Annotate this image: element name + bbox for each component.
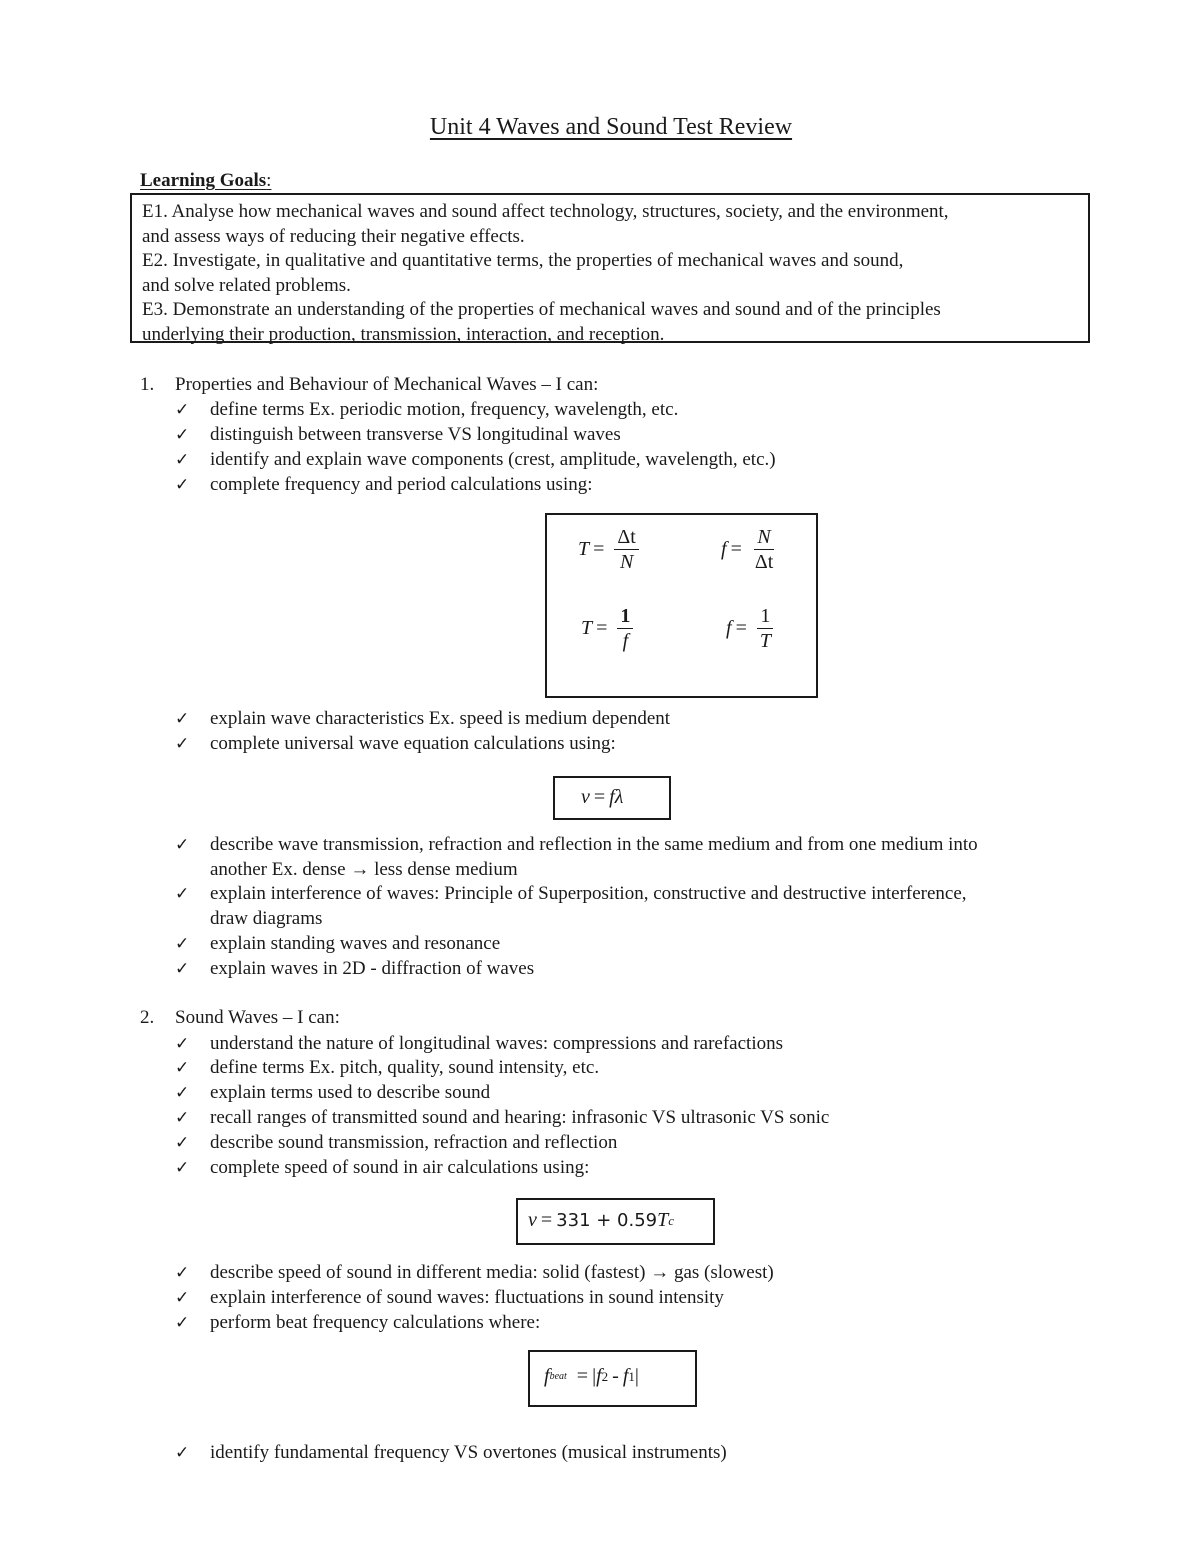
checkmark-icon: ✓ <box>175 734 190 754</box>
checkmark-icon: ✓ <box>175 709 190 729</box>
goal-line: underlying their production, transmission, interaction, and reception. <box>142 323 665 345</box>
checklist-item: ✓ explain interference of sound waves: fluctuations in sound intensity <box>175 1286 724 1311</box>
goal-line: and assess ways of reducing their negative effects. <box>142 225 525 247</box>
page-title: Unit 4 Waves and Sound Test Review <box>429 114 793 140</box>
checklist-item: ✓ explain terms used to describe sound <box>175 1081 490 1106</box>
checkmark-icon: ✓ <box>175 425 190 445</box>
checkmark-icon: ✓ <box>175 1034 190 1054</box>
checklist-item: ✓ perform beat frequency calculations where: <box>175 1311 540 1336</box>
formula-frequency-count: f = $\frac{N}{\Delta t}$ <box>721 526 774 573</box>
speed-of-sound-box <box>516 1198 715 1245</box>
checklist-item: ✓ explain standing waves and resonance <box>175 932 500 957</box>
checkmark-icon: ✓ <box>175 450 190 470</box>
formula-frequency-inverse: f = $\frac{1}{T}$ <box>726 604 774 653</box>
checklist-item: ✓ describe wave transmission, refraction and reflection in the same medium and from one medium into another Ex. dense → less dense medium <box>175 834 978 880</box>
checklist-item: ✓ identify and explain wave components (crest, amplitude, wavelength, etc.) <box>175 448 776 473</box>
section-2-heading: 2. Sound Waves – I can: <box>140 1007 340 1028</box>
learning-goals-box <box>130 193 1090 343</box>
wave-equation-box <box>553 776 671 820</box>
checkmark-icon: ✓ <box>175 835 190 855</box>
checkmark-icon: ✓ <box>175 1158 190 1178</box>
checkmark-icon: ✓ <box>175 1058 190 1078</box>
checklist-item: ✓ describe sound transmission, refraction and reflection <box>175 1131 617 1156</box>
checklist-item: ✓ explain interference of waves: Principle of Superposition, constructive and destructive interference, draw diagrams <box>175 883 967 929</box>
period-frequency-formula-box <box>545 513 818 698</box>
checklist-item: ✓ identify fundamental frequency VS overtones (musical instruments) <box>175 1441 727 1466</box>
checkmark-icon: ✓ <box>175 1313 190 1333</box>
checklist-item: ✓ describe speed of sound in different media: solid (fastest) → gas (slowest) <box>175 1261 774 1286</box>
checklist-item: ✓ define terms Ex. pitch, quality, sound intensity, etc. <box>175 1056 599 1081</box>
checkmark-icon: ✓ <box>175 1263 190 1283</box>
checklist-item: ✓ complete frequency and period calculations using: <box>175 473 593 498</box>
formula-universal-wave: v = f λ <box>581 786 624 808</box>
checklist-item: ✓ understand the nature of longitudinal waves: compressions and rarefactions <box>175 1032 783 1057</box>
beat-frequency-box <box>528 1350 697 1407</box>
goal-line: E3. Demonstrate an understanding of the properties of mechanical waves and sound and of the principles <box>142 299 941 321</box>
formula-beat-frequency: f beat = | f 2 - f 1 | <box>544 1365 639 1387</box>
checklist-item: ✓ complete universal wave equation calculations using: <box>175 732 616 757</box>
checkmark-icon: ✓ <box>175 1108 190 1128</box>
formula-speed-of-sound: v = 331 + 0.59 T c <box>528 1209 675 1231</box>
checkmark-icon: ✓ <box>175 934 190 954</box>
checklist-item: ✓ complete speed of sound in air calculations using: <box>175 1156 589 1181</box>
goal-line: and solve related problems. <box>142 274 351 296</box>
checkmark-icon: ✓ <box>175 959 190 979</box>
checkmark-icon: ✓ <box>175 400 190 420</box>
checklist-item: ✓ explain wave characteristics Ex. speed is medium dependent <box>175 707 670 732</box>
checkmark-icon: ✓ <box>175 1133 190 1153</box>
goal-line: E1. Analyse how mechanical waves and sound affect technology, structures, society, and the environment, <box>142 201 949 222</box>
checkmark-icon: ✓ <box>175 1288 190 1308</box>
checkmark-icon: ✓ <box>175 1443 190 1463</box>
checklist-item: ✓ recall ranges of transmitted sound and hearing: infrasonic VS ultrasonic VS sonic <box>175 1106 829 1131</box>
checkmark-icon: ✓ <box>175 475 190 495</box>
checklist-item: ✓ define terms Ex. periodic motion, frequency, wavelength, etc. <box>175 398 678 423</box>
checklist-item: ✓ explain waves in 2D - diffraction of waves <box>175 957 534 982</box>
learning-goals-label: Learning Goals: <box>140 170 272 191</box>
section-1-heading: 1. Properties and Behaviour of Mechanical Waves – I can: <box>140 374 599 395</box>
checklist-item: ✓ distinguish between transverse VS longitudinal waves <box>175 423 621 448</box>
checkmark-icon: ✓ <box>175 1083 190 1103</box>
formula-period-time: T = $\frac{\Delta t}{N}$ <box>578 525 639 574</box>
formula-period-inverse: T = $\frac{1}{f}$ <box>581 604 633 653</box>
checkmark-icon: ✓ <box>175 884 190 904</box>
goal-line: E2. Investigate, in qualitative and quantitative terms, the properties of mechanical waves and sound, <box>142 250 904 272</box>
